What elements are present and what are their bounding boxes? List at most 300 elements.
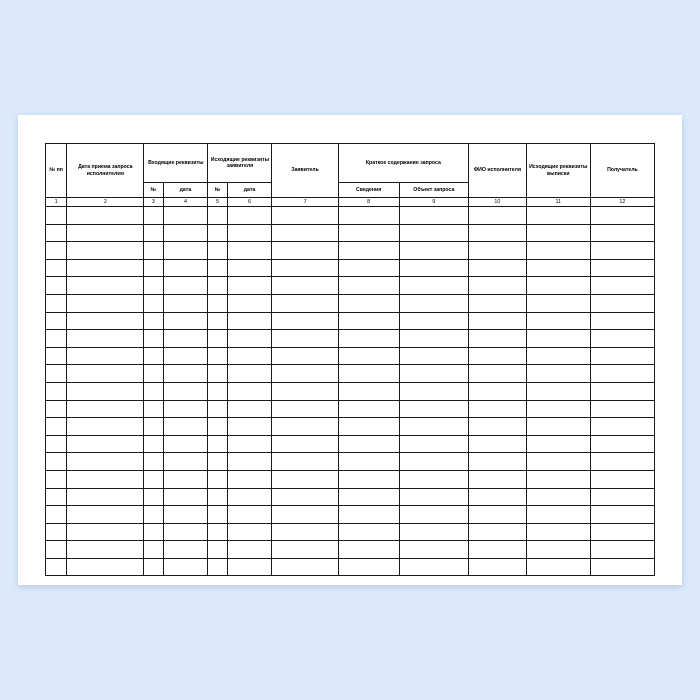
table-cell[interactable] [272, 400, 338, 418]
table-cell[interactable] [338, 541, 399, 559]
table-cell[interactable] [469, 558, 527, 576]
table-cell[interactable] [272, 242, 338, 260]
table-cell[interactable] [338, 523, 399, 541]
subheader-incoming-date: дата [163, 183, 208, 198]
table-cell[interactable] [399, 330, 468, 348]
table-cell[interactable] [67, 470, 144, 488]
table-cell[interactable] [227, 277, 272, 295]
table-cell[interactable] [163, 347, 208, 365]
table-cell[interactable] [208, 294, 227, 312]
table-cell[interactable] [590, 506, 654, 524]
table-cell[interactable] [399, 224, 468, 242]
table-cell[interactable] [144, 207, 163, 225]
table-cell[interactable] [144, 294, 163, 312]
table-cell[interactable] [526, 224, 590, 242]
table-row[interactable] [46, 541, 655, 559]
table-cell[interactable] [272, 523, 338, 541]
table-cell[interactable] [338, 435, 399, 453]
table-cell[interactable] [208, 330, 227, 348]
table-row[interactable] [46, 435, 655, 453]
table-row[interactable] [46, 453, 655, 471]
table-cell[interactable] [526, 400, 590, 418]
table-cell[interactable] [144, 242, 163, 260]
table-cell[interactable] [67, 488, 144, 506]
table-cell[interactable] [227, 418, 272, 436]
table-cell[interactable] [526, 294, 590, 312]
table-cell[interactable] [272, 330, 338, 348]
table-cell[interactable] [399, 523, 468, 541]
table-cell[interactable] [272, 259, 338, 277]
table-cell[interactable] [338, 259, 399, 277]
table-cell[interactable] [46, 453, 67, 471]
table-cell[interactable] [399, 541, 468, 559]
table-cell[interactable] [46, 207, 67, 225]
table-cell[interactable] [208, 382, 227, 400]
table-cell[interactable] [526, 558, 590, 576]
table-cell[interactable] [208, 365, 227, 383]
table-row[interactable] [46, 418, 655, 436]
table-cell[interactable] [526, 435, 590, 453]
table-cell[interactable] [163, 207, 208, 225]
table-cell[interactable] [526, 207, 590, 225]
table-cell[interactable] [399, 400, 468, 418]
table-cell[interactable] [399, 506, 468, 524]
table-cell[interactable] [144, 523, 163, 541]
table-row[interactable] [46, 470, 655, 488]
table-cell[interactable] [399, 242, 468, 260]
table-cell[interactable] [590, 294, 654, 312]
table-cell[interactable] [272, 435, 338, 453]
table-cell[interactable] [469, 435, 527, 453]
table-row[interactable] [46, 330, 655, 348]
table-cell[interactable] [208, 418, 227, 436]
table-cell[interactable] [526, 330, 590, 348]
table-cell[interactable] [272, 453, 338, 471]
table-cell[interactable] [399, 418, 468, 436]
table-cell[interactable] [338, 207, 399, 225]
table-cell[interactable] [163, 330, 208, 348]
table-cell[interactable] [208, 558, 227, 576]
table-cell[interactable] [399, 312, 468, 330]
table-cell[interactable] [208, 488, 227, 506]
table-cell[interactable] [338, 488, 399, 506]
table-cell[interactable] [144, 365, 163, 383]
subheader-content-object: Объект запроса [399, 183, 468, 198]
table-cell[interactable] [526, 365, 590, 383]
table-cell[interactable] [46, 558, 67, 576]
table-cell[interactable] [67, 365, 144, 383]
table-cell[interactable] [46, 541, 67, 559]
table-cell[interactable] [338, 347, 399, 365]
table-cell[interactable] [338, 418, 399, 436]
table-cell[interactable] [399, 435, 468, 453]
table-cell[interactable] [67, 330, 144, 348]
table-cell[interactable] [590, 418, 654, 436]
table-cell[interactable] [338, 312, 399, 330]
table-cell[interactable] [163, 418, 208, 436]
table-cell[interactable] [163, 435, 208, 453]
table-cell[interactable] [163, 242, 208, 260]
table-cell[interactable] [469, 470, 527, 488]
table-cell[interactable] [272, 418, 338, 436]
table-cell[interactable] [163, 224, 208, 242]
table-cell[interactable] [227, 294, 272, 312]
table-cell[interactable] [469, 382, 527, 400]
table-cell[interactable] [272, 558, 338, 576]
table-cell[interactable] [272, 294, 338, 312]
table-cell[interactable] [144, 347, 163, 365]
table-cell[interactable] [338, 294, 399, 312]
column-number-cell: 8 [338, 198, 399, 207]
table-row[interactable] [46, 242, 655, 260]
table-cell[interactable] [144, 224, 163, 242]
table-cell[interactable] [46, 259, 67, 277]
table-cell[interactable] [469, 506, 527, 524]
table-cell[interactable] [590, 382, 654, 400]
table-cell[interactable] [208, 523, 227, 541]
table-cell[interactable] [163, 312, 208, 330]
table-cell[interactable] [227, 312, 272, 330]
table-cell[interactable] [338, 330, 399, 348]
table-cell[interactable] [163, 523, 208, 541]
table-cell[interactable] [46, 435, 67, 453]
header-applicant: Заявитель [272, 144, 338, 198]
table-row[interactable] [46, 365, 655, 383]
table-cell[interactable] [272, 470, 338, 488]
table-cell[interactable] [163, 470, 208, 488]
table-cell[interactable] [469, 330, 527, 348]
table-cell[interactable] [46, 347, 67, 365]
table-cell[interactable] [163, 488, 208, 506]
table-cell[interactable] [144, 418, 163, 436]
table-cell[interactable] [590, 365, 654, 383]
table-cell[interactable] [469, 418, 527, 436]
column-number-cell: 4 [163, 198, 208, 207]
table-cell[interactable] [272, 506, 338, 524]
table-cell[interactable] [67, 400, 144, 418]
table-cell[interactable] [590, 470, 654, 488]
table-cell[interactable] [144, 330, 163, 348]
table-cell[interactable] [469, 523, 527, 541]
table-cell[interactable] [46, 224, 67, 242]
table-cell[interactable] [590, 541, 654, 559]
column-number-cell: 6 [227, 198, 272, 207]
table-cell[interactable] [590, 259, 654, 277]
column-number-cell: 11 [526, 198, 590, 207]
table-cell[interactable] [469, 294, 527, 312]
table-cell[interactable] [46, 365, 67, 383]
table-cell[interactable] [46, 242, 67, 260]
table-cell[interactable] [272, 488, 338, 506]
table-cell[interactable] [46, 330, 67, 348]
table-cell[interactable] [163, 294, 208, 312]
table-cell[interactable] [590, 224, 654, 242]
table-cell[interactable] [526, 312, 590, 330]
table-cell[interactable] [67, 312, 144, 330]
table-cell[interactable] [399, 277, 468, 295]
table-cell[interactable] [526, 506, 590, 524]
table-cell[interactable] [46, 400, 67, 418]
table-cell[interactable] [469, 541, 527, 559]
table-cell[interactable] [338, 506, 399, 524]
table-cell[interactable] [469, 488, 527, 506]
table-cell[interactable] [590, 558, 654, 576]
table-cell[interactable] [526, 347, 590, 365]
table-cell[interactable] [227, 330, 272, 348]
table-cell[interactable] [399, 365, 468, 383]
table-row[interactable] [46, 400, 655, 418]
table-cell[interactable] [46, 312, 67, 330]
table-cell[interactable] [399, 488, 468, 506]
table-cell[interactable] [590, 312, 654, 330]
table-cell[interactable] [526, 382, 590, 400]
table-cell[interactable] [526, 242, 590, 260]
table-cell[interactable] [227, 541, 272, 559]
table-cell[interactable] [67, 224, 144, 242]
table-cell[interactable] [272, 207, 338, 225]
table-cell[interactable] [590, 435, 654, 453]
table-cell[interactable] [227, 382, 272, 400]
table-cell[interactable] [46, 470, 67, 488]
table-cell[interactable] [590, 400, 654, 418]
subheader-outgoing-number: № [208, 183, 227, 198]
table-cell[interactable] [144, 541, 163, 559]
column-number-cell: 1 [46, 198, 67, 207]
table-cell[interactable] [338, 558, 399, 576]
table-cell[interactable] [144, 470, 163, 488]
subheader-content-info: Сведения [338, 183, 399, 198]
table-cell[interactable] [338, 453, 399, 471]
table-cell[interactable] [208, 207, 227, 225]
table-cell[interactable] [469, 207, 527, 225]
table-cell[interactable] [399, 453, 468, 471]
column-number-cell: 7 [272, 198, 338, 207]
table-cell[interactable] [526, 523, 590, 541]
document-page [18, 115, 682, 585]
table-cell[interactable] [144, 400, 163, 418]
table-cell[interactable] [208, 541, 227, 559]
table-row[interactable] [46, 523, 655, 541]
table-cell[interactable] [469, 400, 527, 418]
table-cell[interactable] [227, 365, 272, 383]
table-row[interactable] [46, 224, 655, 242]
table-cell[interactable] [272, 347, 338, 365]
table-cell[interactable] [163, 259, 208, 277]
table-cell[interactable] [590, 523, 654, 541]
table-cell[interactable] [272, 365, 338, 383]
table-cell[interactable] [67, 523, 144, 541]
column-number-cell: 9 [399, 198, 468, 207]
table-cell[interactable] [46, 523, 67, 541]
table-row[interactable] [46, 558, 655, 576]
table-cell[interactable] [338, 470, 399, 488]
table-cell[interactable] [272, 277, 338, 295]
table-cell[interactable] [526, 470, 590, 488]
table-cell[interactable] [526, 453, 590, 471]
table-cell[interactable] [338, 224, 399, 242]
table-cell[interactable] [469, 365, 527, 383]
table-cell[interactable] [227, 453, 272, 471]
table-cell[interactable] [227, 347, 272, 365]
table-cell[interactable] [67, 277, 144, 295]
table-cell[interactable] [163, 506, 208, 524]
table-row[interactable] [46, 347, 655, 365]
table-cell[interactable] [338, 365, 399, 383]
table-row[interactable] [46, 506, 655, 524]
table-cell[interactable] [526, 259, 590, 277]
header-applicant-outgoing-details: Исходящие реквизиты заявителя [208, 144, 272, 183]
table-cell[interactable] [227, 259, 272, 277]
table-cell[interactable] [144, 558, 163, 576]
table-cell[interactable] [67, 418, 144, 436]
table-cell[interactable] [469, 259, 527, 277]
table-row[interactable] [46, 488, 655, 506]
table-cell[interactable] [46, 382, 67, 400]
table-cell[interactable] [526, 541, 590, 559]
table-cell[interactable] [399, 259, 468, 277]
table-cell[interactable] [469, 242, 527, 260]
table-cell[interactable] [399, 347, 468, 365]
table-cell[interactable] [227, 400, 272, 418]
table-cell[interactable] [399, 382, 468, 400]
table-cell[interactable] [144, 506, 163, 524]
column-number-cell: 10 [469, 198, 527, 207]
table-cell[interactable] [67, 558, 144, 576]
journal-table [45, 143, 655, 576]
table-cell[interactable] [208, 453, 227, 471]
table-cell[interactable] [144, 488, 163, 506]
table-cell[interactable] [67, 242, 144, 260]
table-cell[interactable] [272, 541, 338, 559]
table-cell[interactable] [67, 347, 144, 365]
table-cell[interactable] [590, 242, 654, 260]
table-cell[interactable] [67, 435, 144, 453]
table-cell[interactable] [46, 277, 67, 295]
table-cell[interactable] [144, 435, 163, 453]
table-cell[interactable] [208, 259, 227, 277]
table-cell[interactable] [526, 488, 590, 506]
journal-table-body [46, 207, 655, 576]
table-cell[interactable] [163, 400, 208, 418]
table-cell[interactable] [227, 488, 272, 506]
table-cell[interactable] [227, 470, 272, 488]
table-cell[interactable] [590, 330, 654, 348]
table-cell[interactable] [163, 558, 208, 576]
header-request-acceptance-date: Дата приема запроса исполнителем [67, 144, 144, 198]
table-cell[interactable] [227, 207, 272, 225]
table-cell[interactable] [399, 470, 468, 488]
table-cell[interactable] [338, 382, 399, 400]
table-cell[interactable] [67, 207, 144, 225]
table-cell[interactable] [144, 259, 163, 277]
table-row[interactable] [46, 207, 655, 225]
table-cell[interactable] [227, 224, 272, 242]
table-cell[interactable] [67, 294, 144, 312]
header-statement-outgoing-details: Исходящие реквизиты выписки [526, 144, 590, 198]
table-cell[interactable] [469, 224, 527, 242]
table-cell[interactable] [590, 207, 654, 225]
table-row[interactable] [46, 277, 655, 295]
header-incoming-details: Входящие реквизиты [144, 144, 208, 183]
table-cell[interactable] [399, 294, 468, 312]
table-row[interactable] [46, 259, 655, 277]
table-cell[interactable] [469, 453, 527, 471]
table-cell[interactable] [338, 277, 399, 295]
table-cell[interactable] [272, 224, 338, 242]
table-cell[interactable] [67, 382, 144, 400]
table-cell[interactable] [163, 365, 208, 383]
table-cell[interactable] [590, 488, 654, 506]
header-recipient: Получатель [590, 144, 654, 198]
table-cell[interactable] [227, 242, 272, 260]
table-cell[interactable] [144, 312, 163, 330]
table-cell[interactable] [46, 488, 67, 506]
table-cell[interactable] [227, 435, 272, 453]
table-cell[interactable] [67, 259, 144, 277]
table-cell[interactable] [227, 558, 272, 576]
table-cell[interactable] [67, 453, 144, 471]
table-cell[interactable] [272, 382, 338, 400]
table-cell[interactable] [163, 453, 208, 471]
table-cell[interactable] [227, 523, 272, 541]
column-number-cell: 3 [144, 198, 163, 207]
table-cell[interactable] [46, 506, 67, 524]
table-row[interactable] [46, 294, 655, 312]
table-header-row [46, 144, 655, 183]
header-executor-name: ФИО исполнителя [469, 144, 527, 198]
table-cell[interactable] [208, 470, 227, 488]
table-cell[interactable] [46, 418, 67, 436]
table-cell[interactable] [163, 382, 208, 400]
table-cell[interactable] [338, 242, 399, 260]
table-cell[interactable] [338, 400, 399, 418]
table-cell[interactable] [208, 400, 227, 418]
table-cell[interactable] [163, 277, 208, 295]
column-number-cell: 2 [67, 198, 144, 207]
table-cell[interactable] [399, 207, 468, 225]
table-cell[interactable] [590, 453, 654, 471]
table-row[interactable] [46, 382, 655, 400]
table-cell[interactable] [227, 506, 272, 524]
table-cell[interactable] [163, 541, 208, 559]
table-cell[interactable] [399, 558, 468, 576]
table-cell[interactable] [272, 312, 338, 330]
table-cell[interactable] [208, 277, 227, 295]
subheader-incoming-number: № [144, 183, 163, 198]
table-cell[interactable] [208, 347, 227, 365]
table-cell[interactable] [208, 506, 227, 524]
table-cell[interactable] [208, 312, 227, 330]
table-cell[interactable] [208, 242, 227, 260]
table-cell[interactable] [469, 347, 527, 365]
table-row[interactable] [46, 312, 655, 330]
table-cell[interactable] [590, 277, 654, 295]
table-cell[interactable] [144, 277, 163, 295]
table-cell[interactable] [144, 382, 163, 400]
table-cell[interactable] [67, 541, 144, 559]
table-cell[interactable] [67, 506, 144, 524]
table-cell[interactable] [144, 453, 163, 471]
table-cell[interactable] [208, 224, 227, 242]
column-number-cell: 5 [208, 198, 227, 207]
table-cell[interactable] [469, 312, 527, 330]
table-cell[interactable] [526, 418, 590, 436]
table-cell[interactable] [208, 435, 227, 453]
table-cell[interactable] [590, 347, 654, 365]
table-cell[interactable] [469, 277, 527, 295]
table-cell[interactable] [526, 277, 590, 295]
table-cell[interactable] [46, 294, 67, 312]
